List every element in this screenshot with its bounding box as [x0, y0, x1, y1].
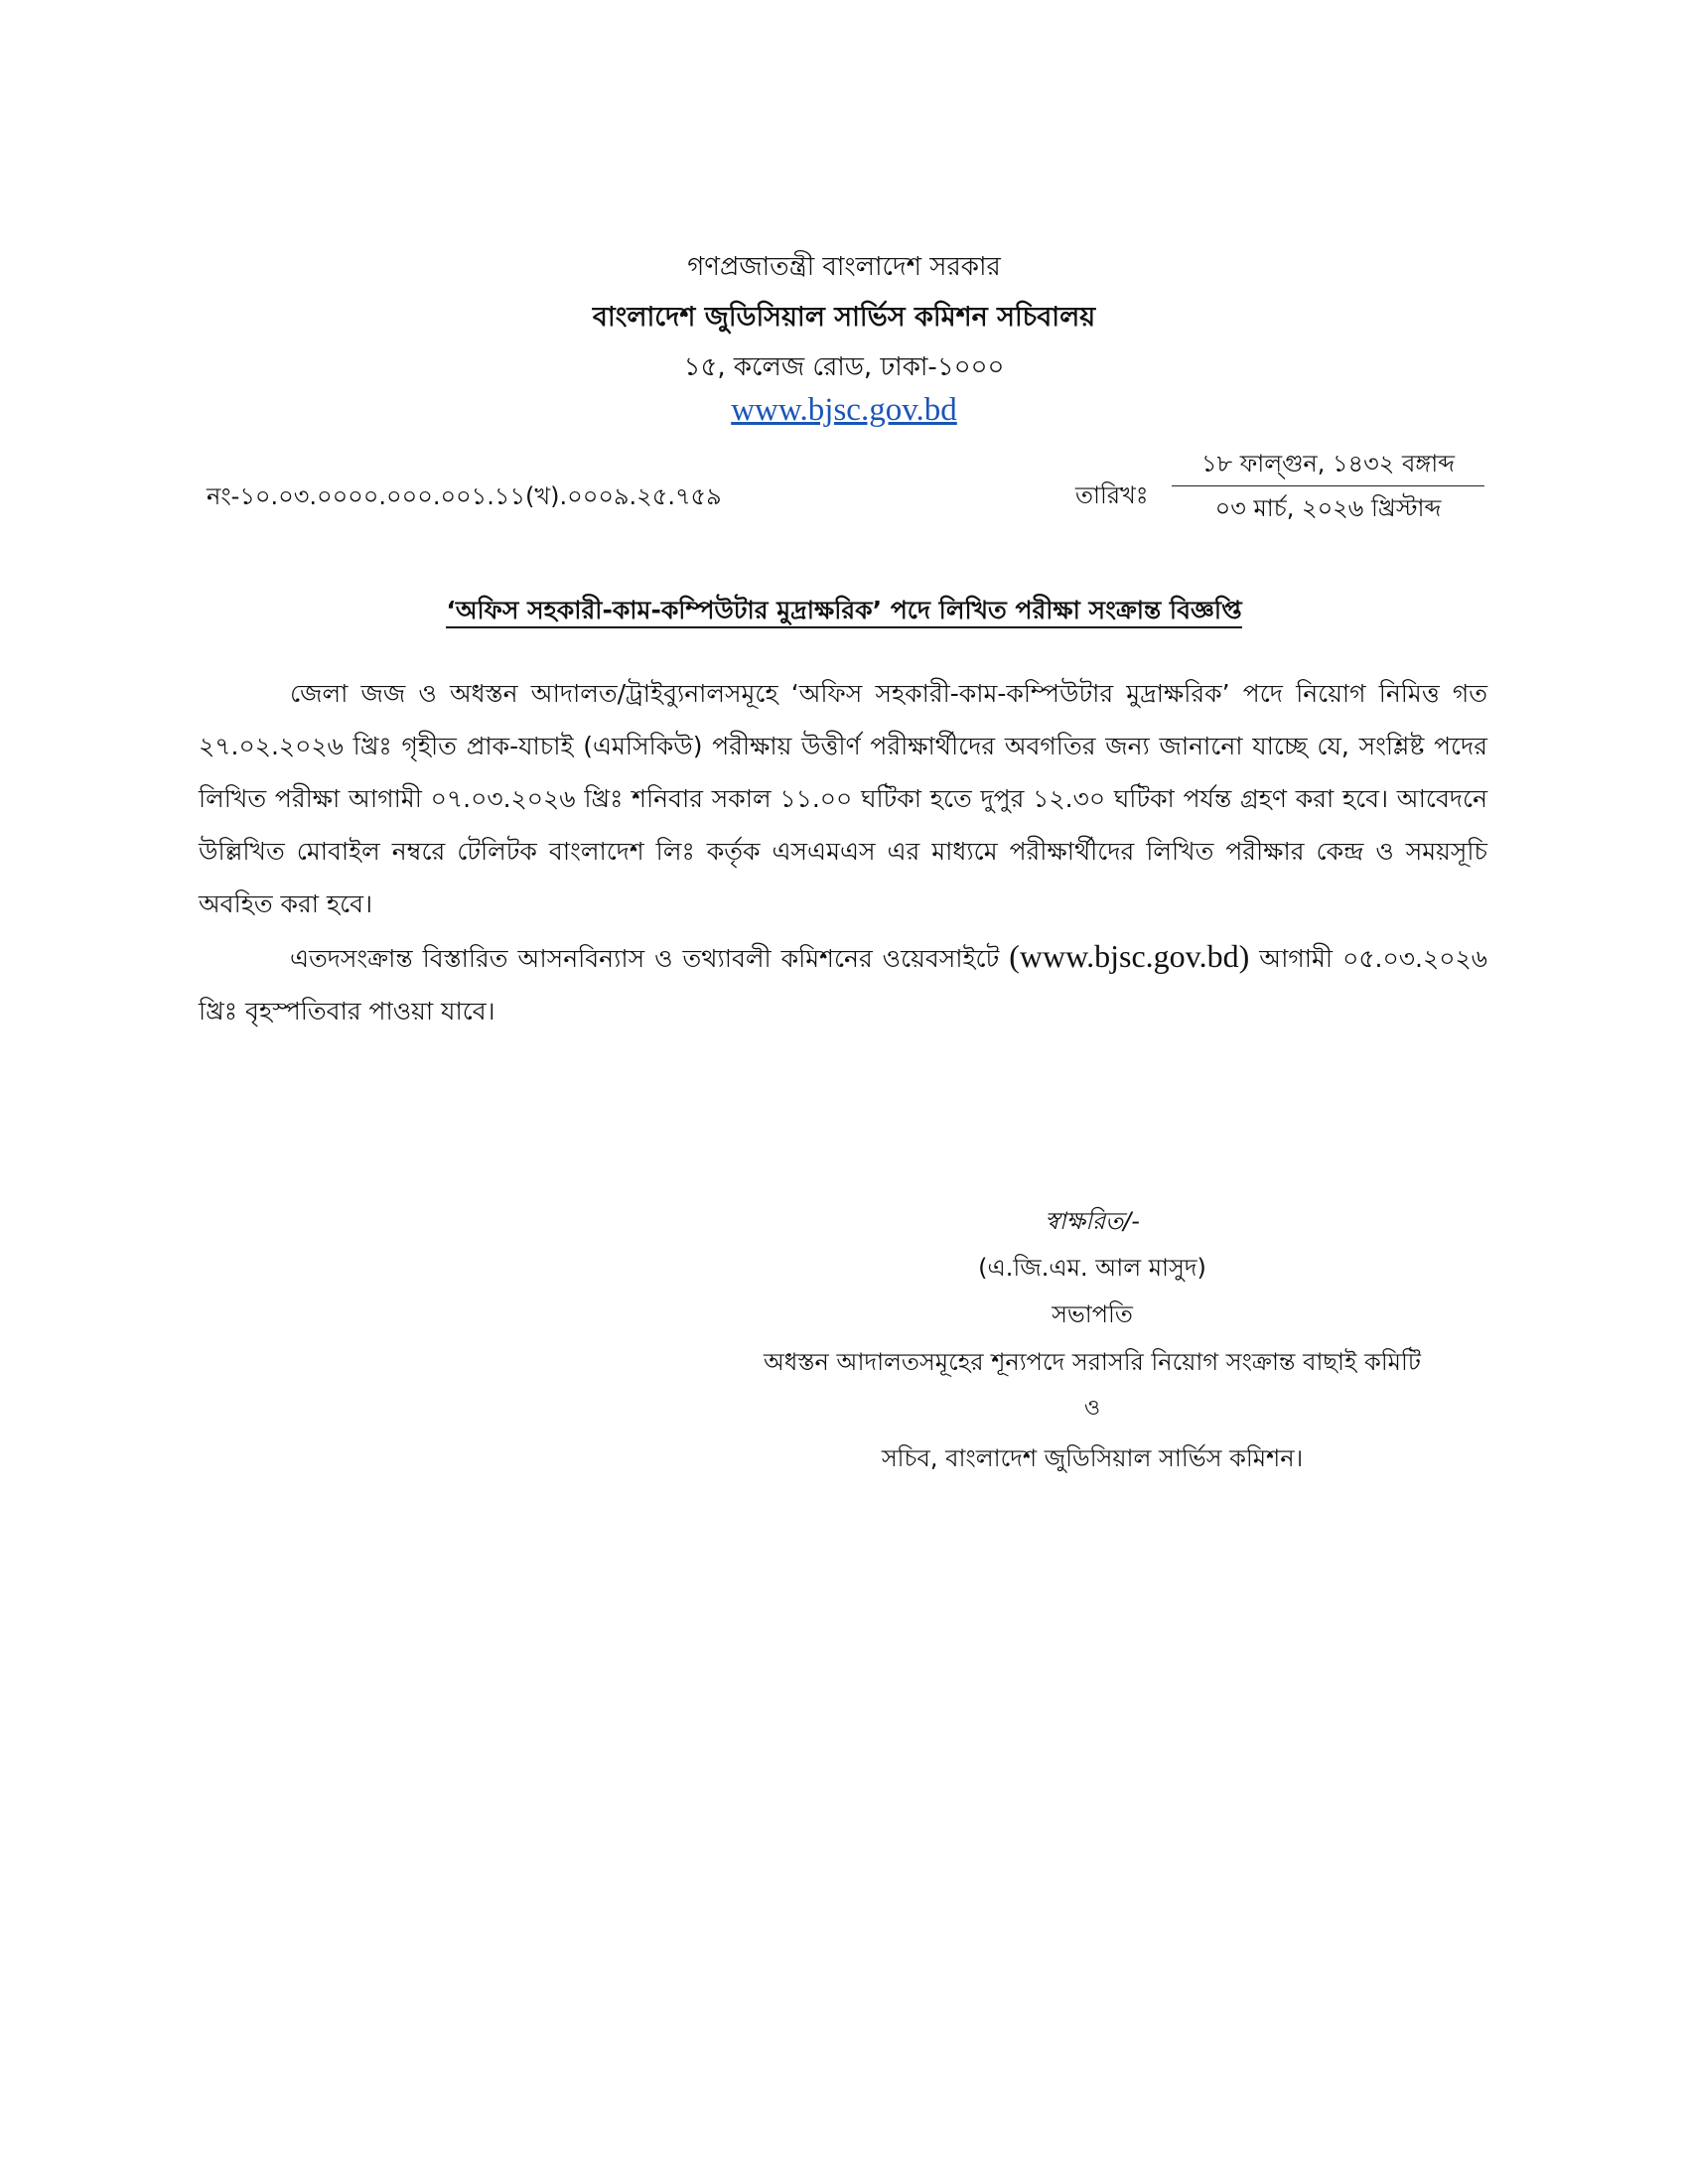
address-line: ১৫, কলেজ রোড, ঢাকা-১০০০	[683, 352, 1005, 382]
notice-body	[199, 667, 1487, 1037]
body-paragraph-2-end: আগামী ০৫.০৩.২০২৬ খ্রিঃ বৃহস্পতিবার পাওয়া যাবে।	[199, 944, 1487, 1025]
organization-heading: বাংলাদেশ জুডিসিয়াল সার্ভিস কমিশন সচিবালয়	[592, 302, 1096, 333]
date-block	[1172, 446, 1484, 526]
notice-subject	[0, 591, 1688, 633]
memo-number: নং-১০.০৩.০০০০.০০০.০০১.১১(খ).০০০৯.২৫.৭৫৯	[207, 482, 722, 510]
signatory-committee: অধস্তন আদালতসমূহের শূন্যপদে সরাসরি নিয়োগ সংক্রান্ত বাছাই কমিটি	[764, 1348, 1421, 1376]
signatory-name: (এ.জি.এম. আল মাসুদ)	[978, 1254, 1206, 1282]
body-paragraph-2	[199, 930, 1487, 1037]
body-paragraph-1: জেলা জজ ও অধস্তন আদালত/ট্রাইব্যুনালসমূহে ‘অফিস সহকারী-কাম-কম্পিউটার মুদ্রাক্ষরিক’ পদে নিয়োগ নিমিত্ত গত ২৭.০২.২০২৬ খ্রিঃ গৃহীত প্রাক-যাচাই (এমসিকিউ) পরীক্ষায় উত্তীর্ণ পরীক্ষার্থীদের অবগতির জন্য জানানো যাচ্ছে যে, সংশ্লিষ্ট পদের লিখিত পরীক্ষা আগামী ০৭.০৩.২০২৬ খ্রিঃ শনিবার সকাল ১১.০০ ঘটিকা হতে দুপুর ১২.৩০ ঘটিকা পর্যন্ত গ্রহণ করা হবে। আবেদনে উল্লিখিত মোবাইল নম্বরে টেলিটক বাংলাদেশ লিঃ কর্তৃক এসএমএস এর মাধ্যমে পরীক্ষার্থীদের লিখিত পরীক্ষার কেন্দ্র ও সময়সূচি অবহিত করা হবে।	[199, 679, 1487, 918]
signatory-secretary: সচিব, বাংলাদেশ জুডিসিয়াল সার্ভিস কমিশন।	[881, 1444, 1304, 1472]
signatory-title: সভাপতি	[1052, 1300, 1133, 1328]
signature-signed: স্বাক্ষরিত/-	[1045, 1207, 1140, 1235]
date-bangla: ১৮ ফাল্গুন, ১৪৩২ বঙ্গাব্দ	[1200, 450, 1456, 478]
body-website-reference: (www.bjsc.gov.bd)	[1009, 938, 1250, 974]
date-divider	[1172, 485, 1484, 486]
date-label: তারিখঃ	[1075, 481, 1149, 509]
government-heading: গণপ্রজাতন্ত্রী বাংলাদেশ সরকার	[687, 252, 1001, 282]
body-paragraph-2-text: এতদসংক্রান্ত বিস্তারিত আসনবিন্যাস ও তথ্যাবলী কমিশনের ওয়েবসাইটে	[290, 944, 1000, 973]
website-line	[0, 392, 1688, 429]
notice-subject-text: ‘অফিস সহকারী-কাম-কম্পিউটার মুদ্রাক্ষরিক’ পদে লিখিত পরীক্ষা সংক্রান্ত বিজ্ঞপ্তি	[446, 596, 1241, 628]
website-link[interactable]: www.bjsc.gov.bd	[731, 392, 957, 428]
signatory-conjunction: ও	[1083, 1396, 1101, 1421]
date-english: ০৩ মার্চ, ২০২৬ খ্রিস্টাব্দ	[1214, 494, 1442, 522]
